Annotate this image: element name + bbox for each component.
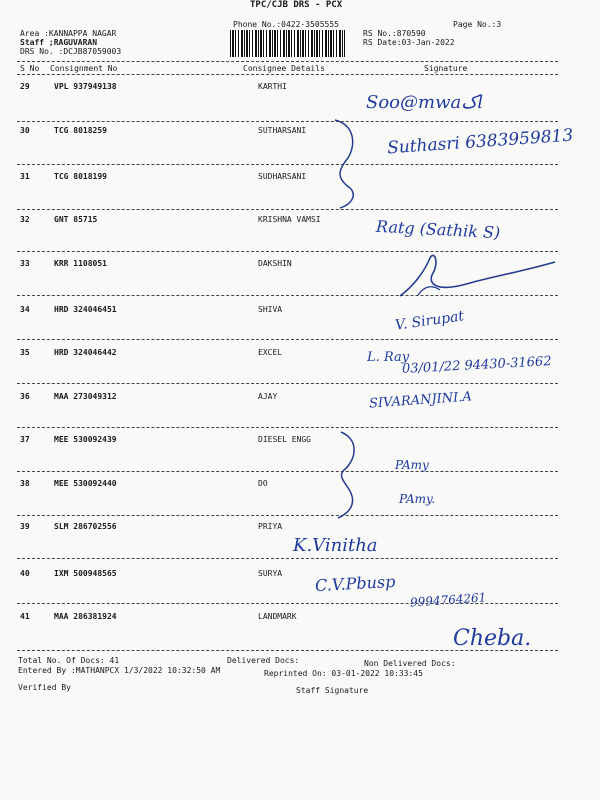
entered-by: Entered By :MATHANPCX 1/3/2022 10:32:50 AM bbox=[18, 666, 221, 675]
signature-row-40: C.V.Pbusp bbox=[314, 571, 396, 596]
row-consignment: TCG 8018259 bbox=[54, 126, 107, 135]
page-number: Page No.:3 bbox=[453, 20, 502, 29]
row-sno: 30 bbox=[20, 126, 30, 135]
col-header-signature: Signature bbox=[424, 64, 468, 73]
verified-by: Verified By bbox=[18, 683, 71, 692]
row-consignee: EXCEL bbox=[258, 348, 283, 357]
phone-note-row-40: 9994764261 bbox=[409, 590, 487, 610]
row-consignment: MEE 530092440 bbox=[54, 479, 117, 488]
signature-row-32: Ratg (Sathik S) bbox=[375, 216, 501, 243]
row-consignee: DIESEL ENGG bbox=[258, 435, 311, 444]
staff-signature-label: Staff Signature bbox=[296, 686, 369, 695]
area-field: Area :KANNAPPA NAGAR bbox=[20, 29, 117, 38]
signature-row-37: PAmy bbox=[395, 458, 429, 472]
signature-row-30: Suthasri 6383959813 bbox=[386, 125, 574, 159]
row-consignment: MAA 286381924 bbox=[54, 612, 117, 621]
row-consignee: SHIVA bbox=[258, 305, 283, 314]
row-sno: 32 bbox=[20, 215, 30, 224]
signature-row-39: K.Vinitha bbox=[293, 535, 378, 556]
row-consignee: PRIYA bbox=[258, 522, 283, 531]
row-sno: 35 bbox=[20, 348, 30, 357]
signature-row-35-a: L. Ray bbox=[367, 350, 410, 365]
row-consignee: DAKSHIN bbox=[258, 259, 292, 268]
signature-row-29: Soo@mwaکl bbox=[366, 92, 484, 113]
row-consignment: KRR 1108051 bbox=[54, 259, 107, 268]
non-delivered-docs: Non Delivered Docs: bbox=[364, 659, 456, 668]
signature-stroke bbox=[418, 287, 440, 295]
row-consignment: MEE 530092439 bbox=[54, 435, 117, 444]
row-consignee: DO bbox=[258, 479, 268, 488]
row-consignment: IXM 500948565 bbox=[54, 569, 117, 578]
row-consignee: SUDHARSANI bbox=[258, 172, 307, 181]
row-sno: 41 bbox=[20, 612, 30, 621]
row-sno: 33 bbox=[20, 259, 30, 268]
row-consignee: KRISHNA VAMSI bbox=[258, 215, 321, 224]
drs-number: DRS No. :DCJB87059003 bbox=[20, 47, 122, 56]
col-header-sno: S No bbox=[20, 64, 40, 73]
row-consignment: HRD 324046442 bbox=[54, 348, 117, 357]
row-sno: 34 bbox=[20, 305, 30, 314]
row-consignee: SURYA bbox=[258, 569, 283, 578]
bracket-stroke bbox=[335, 120, 353, 208]
row-sno: 29 bbox=[20, 82, 30, 91]
row-sno: 37 bbox=[20, 435, 30, 444]
row-sno: 40 bbox=[20, 569, 30, 578]
row-consignment: HRD 324046451 bbox=[54, 305, 117, 314]
col-header-consignee: Consignee Details bbox=[243, 64, 325, 73]
delivered-docs: Delivered Docs: bbox=[227, 656, 300, 665]
row-consignee: AJAY bbox=[258, 392, 278, 401]
row-consignment: VPL 937949138 bbox=[54, 82, 117, 91]
signature-row-38: PAmy. bbox=[399, 492, 436, 506]
row-consignee: SUTHARSANI bbox=[258, 126, 307, 135]
row-sno: 36 bbox=[20, 392, 30, 401]
bracket-stroke bbox=[338, 432, 354, 518]
row-sno: 39 bbox=[20, 522, 30, 531]
row-consignee: LANDMARK bbox=[258, 612, 297, 621]
sheet-title: TPC/CJB DRS - PCX bbox=[250, 0, 343, 10]
staff-field: Staff ;RAGUVARAN bbox=[20, 38, 98, 47]
signature-row-36: SIVARANJINI.A bbox=[368, 389, 473, 412]
total-docs: Total No. Of Docs: 41 bbox=[18, 656, 120, 665]
rs-date: RS Date:03-Jan-2022 bbox=[363, 38, 455, 47]
rs-number: RS No.:870590 bbox=[363, 29, 426, 38]
signature-row-41: Cheba. bbox=[453, 626, 532, 651]
signature-row-35-b: 03/01/22 94430-31662 bbox=[401, 354, 552, 377]
row-sno: 31 bbox=[20, 172, 30, 181]
row-sno: 38 bbox=[20, 479, 30, 488]
row-consignment: SLM 286702556 bbox=[54, 522, 117, 531]
row-consignment: MAA 273049312 bbox=[54, 392, 117, 401]
col-header-consignment: Consignment No bbox=[50, 64, 118, 73]
row-consignment: GNT 85715 bbox=[54, 215, 98, 224]
signature-row-34: V. Sirupat bbox=[394, 308, 466, 334]
row-consignee: KARTHI bbox=[258, 82, 287, 91]
phone-number: Phone No.:0422-3505555 bbox=[233, 20, 339, 29]
reprinted-on: Reprinted On: 03-01-2022 10:33:45 bbox=[264, 669, 423, 678]
row-consignment: TCG 8018199 bbox=[54, 172, 107, 181]
